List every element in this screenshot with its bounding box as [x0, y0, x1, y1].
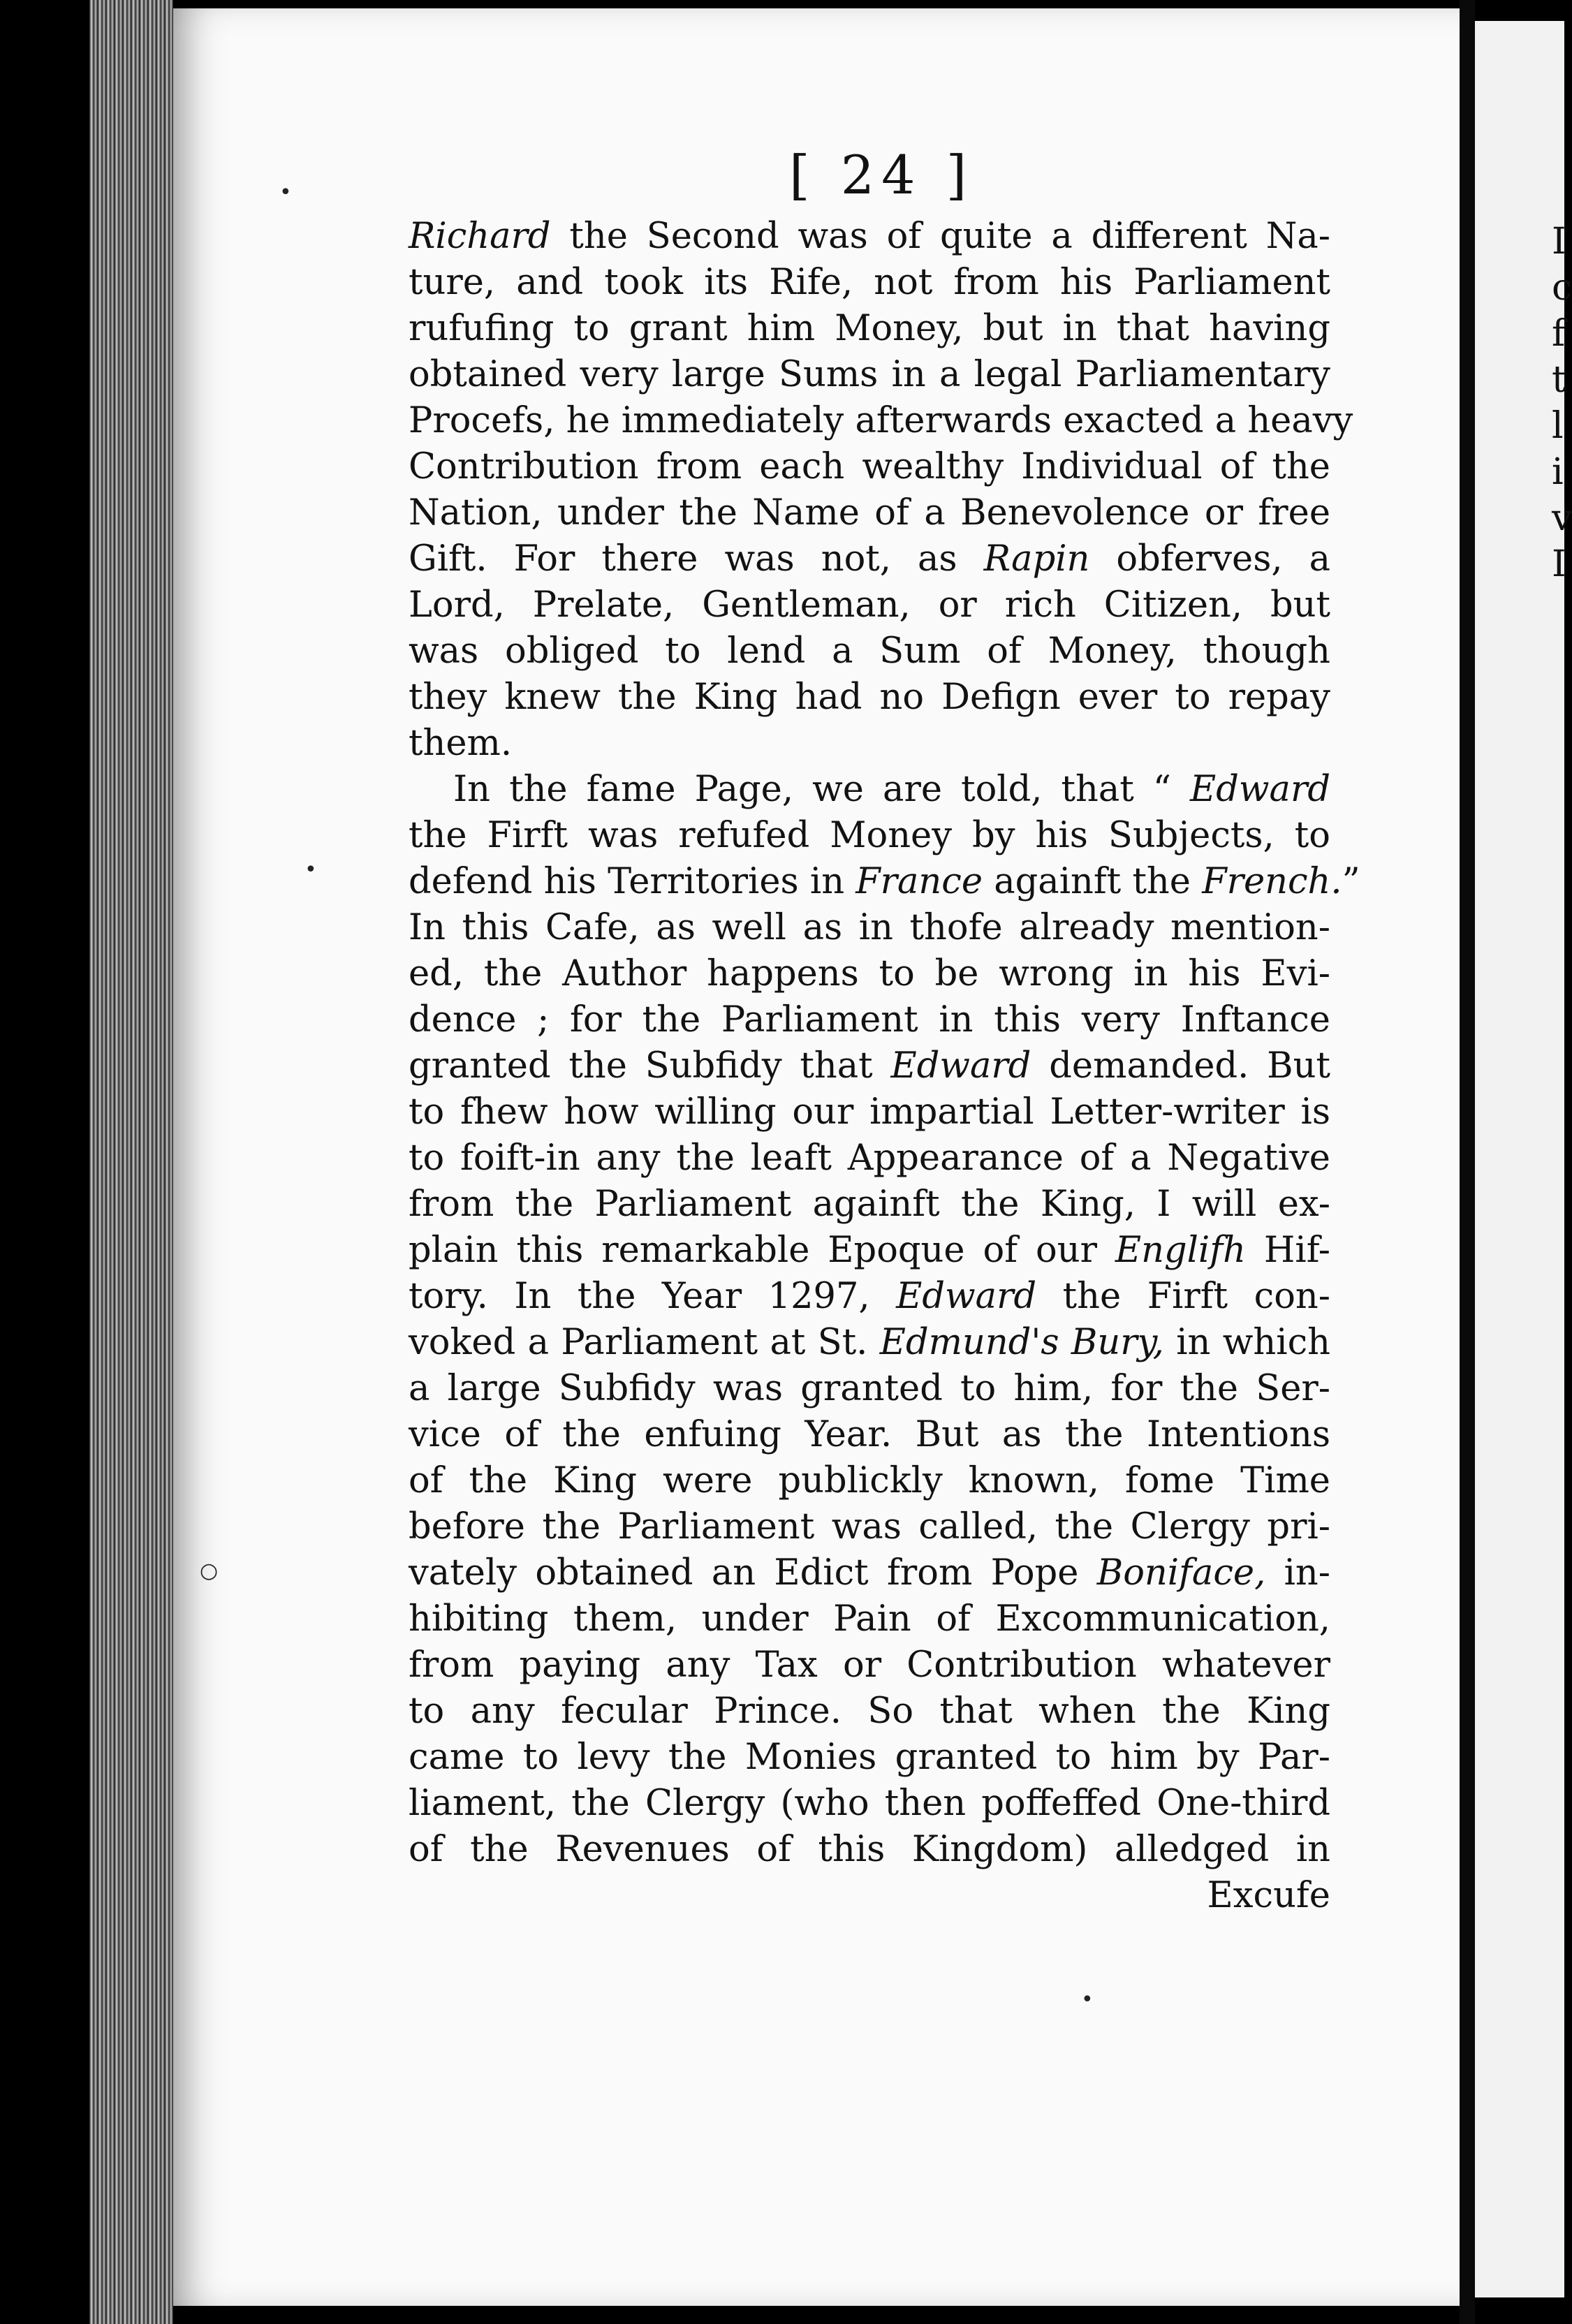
text-line	[409, 1504, 1330, 1550]
italic-text: Englifh	[1115, 1230, 1246, 1271]
text-line	[409, 721, 1330, 767]
text-line	[409, 490, 1330, 536]
next-page-fragment: I	[1552, 221, 1566, 263]
text-segment: obferves, a	[1089, 538, 1331, 580]
text-line	[409, 1827, 1330, 1873]
text-line	[409, 1873, 1330, 1919]
text-segment: ”	[1342, 861, 1360, 902]
text-segment: the Firft con-	[1036, 1276, 1331, 1317]
text-line	[409, 675, 1330, 721]
next-page-fragment: c	[1552, 267, 1572, 309]
page-gutter	[1460, 0, 1475, 2324]
text-line	[409, 905, 1330, 951]
text-segment: voked a Parliament at St.	[409, 1322, 880, 1363]
page-number: [ 24 ]	[789, 144, 974, 206]
text-segment: to foift-in any the leaft Appearance of a Negative	[409, 1138, 1330, 1179]
text-segment: Hif-	[1245, 1230, 1330, 1271]
text-line	[409, 1274, 1330, 1320]
speck: •	[279, 180, 292, 205]
next-page-fragment: l	[1552, 405, 1564, 447]
text-line	[409, 1596, 1330, 1642]
next-page-fragment: t	[1552, 359, 1566, 401]
text-line	[409, 628, 1330, 675]
text-line	[409, 214, 1330, 260]
text-line	[409, 398, 1353, 444]
text-segment: from the Parliament againft the King, I will ex-	[409, 1184, 1330, 1225]
text-segment: they knew the King had no Defign ever to repay	[409, 677, 1330, 718]
text-line	[409, 1089, 1330, 1135]
text-line	[409, 260, 1330, 306]
text-segment: dence ; for the Parliament in this very Inftance	[409, 999, 1330, 1040]
text-line	[409, 306, 1330, 352]
text-segment: Excufe	[1207, 1875, 1330, 1916]
text-segment: In the fame Page, we are told, that “	[453, 769, 1191, 810]
book-edge	[89, 0, 173, 2324]
text-line	[409, 1550, 1330, 1596]
text-segment: Procefs, he immediately afterwards exacted a heavy	[409, 400, 1353, 441]
text-segment: to any fecular Prince. So that when the King	[409, 1691, 1330, 1732]
text-line	[409, 536, 1330, 582]
text-segment: againft the	[983, 861, 1203, 902]
text-line	[409, 951, 1330, 997]
text-segment: liament, the Clergy (who then poffeffed One-third	[409, 1783, 1330, 1824]
text-segment: defend his Territories in	[409, 861, 856, 902]
text-segment: tory. In the Year 1297,	[409, 1276, 897, 1317]
text-segment: the Firft was refufed Money by his Subjects, to	[409, 815, 1330, 856]
speck: •	[1081, 1987, 1094, 2012]
italic-text: Edmund's Bury,	[879, 1322, 1164, 1363]
italic-text: Richard	[409, 216, 551, 257]
next-page-fragment: v	[1552, 497, 1572, 539]
text-segment: of the King were publickly known, fome Time	[409, 1460, 1330, 1501]
text-segment: granted the Subfidy that	[409, 1045, 891, 1087]
text-segment: the Second was of quite a different Na-	[550, 216, 1330, 257]
italic-text: France	[855, 861, 983, 902]
italic-text: Edward	[1190, 769, 1330, 810]
text-segment: in which	[1163, 1322, 1330, 1363]
italic-text: Edward	[890, 1045, 1031, 1087]
text-line	[409, 1135, 1330, 1182]
text-segment: of the Revenues of this Kingdom) alledged in	[409, 1829, 1330, 1870]
text-segment: obtained very large Sums in a legal Parliamentary	[409, 354, 1330, 395]
text-line	[409, 444, 1330, 490]
text-line	[409, 1781, 1330, 1827]
italic-text: Edward	[896, 1276, 1037, 1317]
text-segment: to fhew how willing our impartial Letter-writer is	[409, 1091, 1330, 1133]
italic-text: French.	[1202, 861, 1342, 902]
text-line	[409, 1320, 1330, 1366]
body-text	[409, 214, 1360, 1919]
text-segment: plain this remarkable Epoque of our	[409, 1230, 1115, 1271]
speck: ○	[200, 1559, 219, 1583]
text-segment: Gift. For there was not, as	[409, 538, 984, 580]
text-segment: a large Subfidy was granted to him, for the Ser-	[409, 1368, 1330, 1409]
text-line	[409, 767, 1330, 813]
speck: •	[304, 858, 317, 882]
next-page-fragment: f	[1552, 313, 1566, 355]
text-segment: Lord, Prelate, Gentleman, or rich Citizen, but	[409, 584, 1330, 626]
text-line	[409, 1412, 1330, 1458]
text-segment: before the Parliament was called, the Clergy pri-	[409, 1506, 1330, 1547]
text-segment: Nation, under the Name of a Benevolence or free	[409, 492, 1330, 534]
text-segment: demanded. But	[1031, 1045, 1330, 1087]
text-segment: In this Cafe, as well as in thofe already mention-	[409, 907, 1330, 948]
text-line	[409, 813, 1330, 859]
text-segment: from paying any Tax or Contribution whatever	[409, 1645, 1330, 1686]
text-line	[409, 859, 1360, 905]
text-line	[409, 997, 1330, 1043]
text-segment: ed, the Author happens to be wrong in his Evi-	[409, 953, 1330, 994]
text-line	[409, 1735, 1330, 1781]
text-segment: rufufing to grant him Money, but in that having	[409, 308, 1330, 349]
text-segment: was obliged to lend a Sum of Money, though	[409, 631, 1330, 672]
text-line	[409, 1182, 1330, 1228]
text-segment: vately obtained an Edict from Pope	[409, 1552, 1097, 1594]
italic-text: Rapin	[983, 538, 1090, 580]
next-page-edge	[1475, 21, 1572, 2297]
text-segment: them.	[409, 723, 513, 764]
italic-text: Boniface,	[1096, 1552, 1266, 1594]
text-segment: vice of the enfuing Year. But as the Intentions	[409, 1414, 1330, 1455]
text-segment: came to levy the Monies granted to him by Par-	[409, 1737, 1330, 1778]
text-line	[409, 1642, 1330, 1689]
text-line	[409, 582, 1330, 628]
text-segment: Contribution from each wealthy Individual of the	[409, 446, 1330, 487]
text-segment: in-	[1265, 1552, 1330, 1594]
text-segment: ture, and took its Rife, not from his Parliament	[409, 262, 1330, 303]
next-page-fragment: i	[1552, 451, 1564, 493]
text-line	[409, 352, 1330, 398]
text-line	[409, 1689, 1330, 1735]
text-line	[409, 1366, 1330, 1412]
next-page-fragment: I	[1552, 543, 1566, 585]
text-line	[409, 1458, 1330, 1504]
text-line	[409, 1228, 1330, 1274]
text-segment: hibiting them, under Pain of Excommunication,	[409, 1598, 1330, 1640]
text-line	[409, 1043, 1330, 1089]
